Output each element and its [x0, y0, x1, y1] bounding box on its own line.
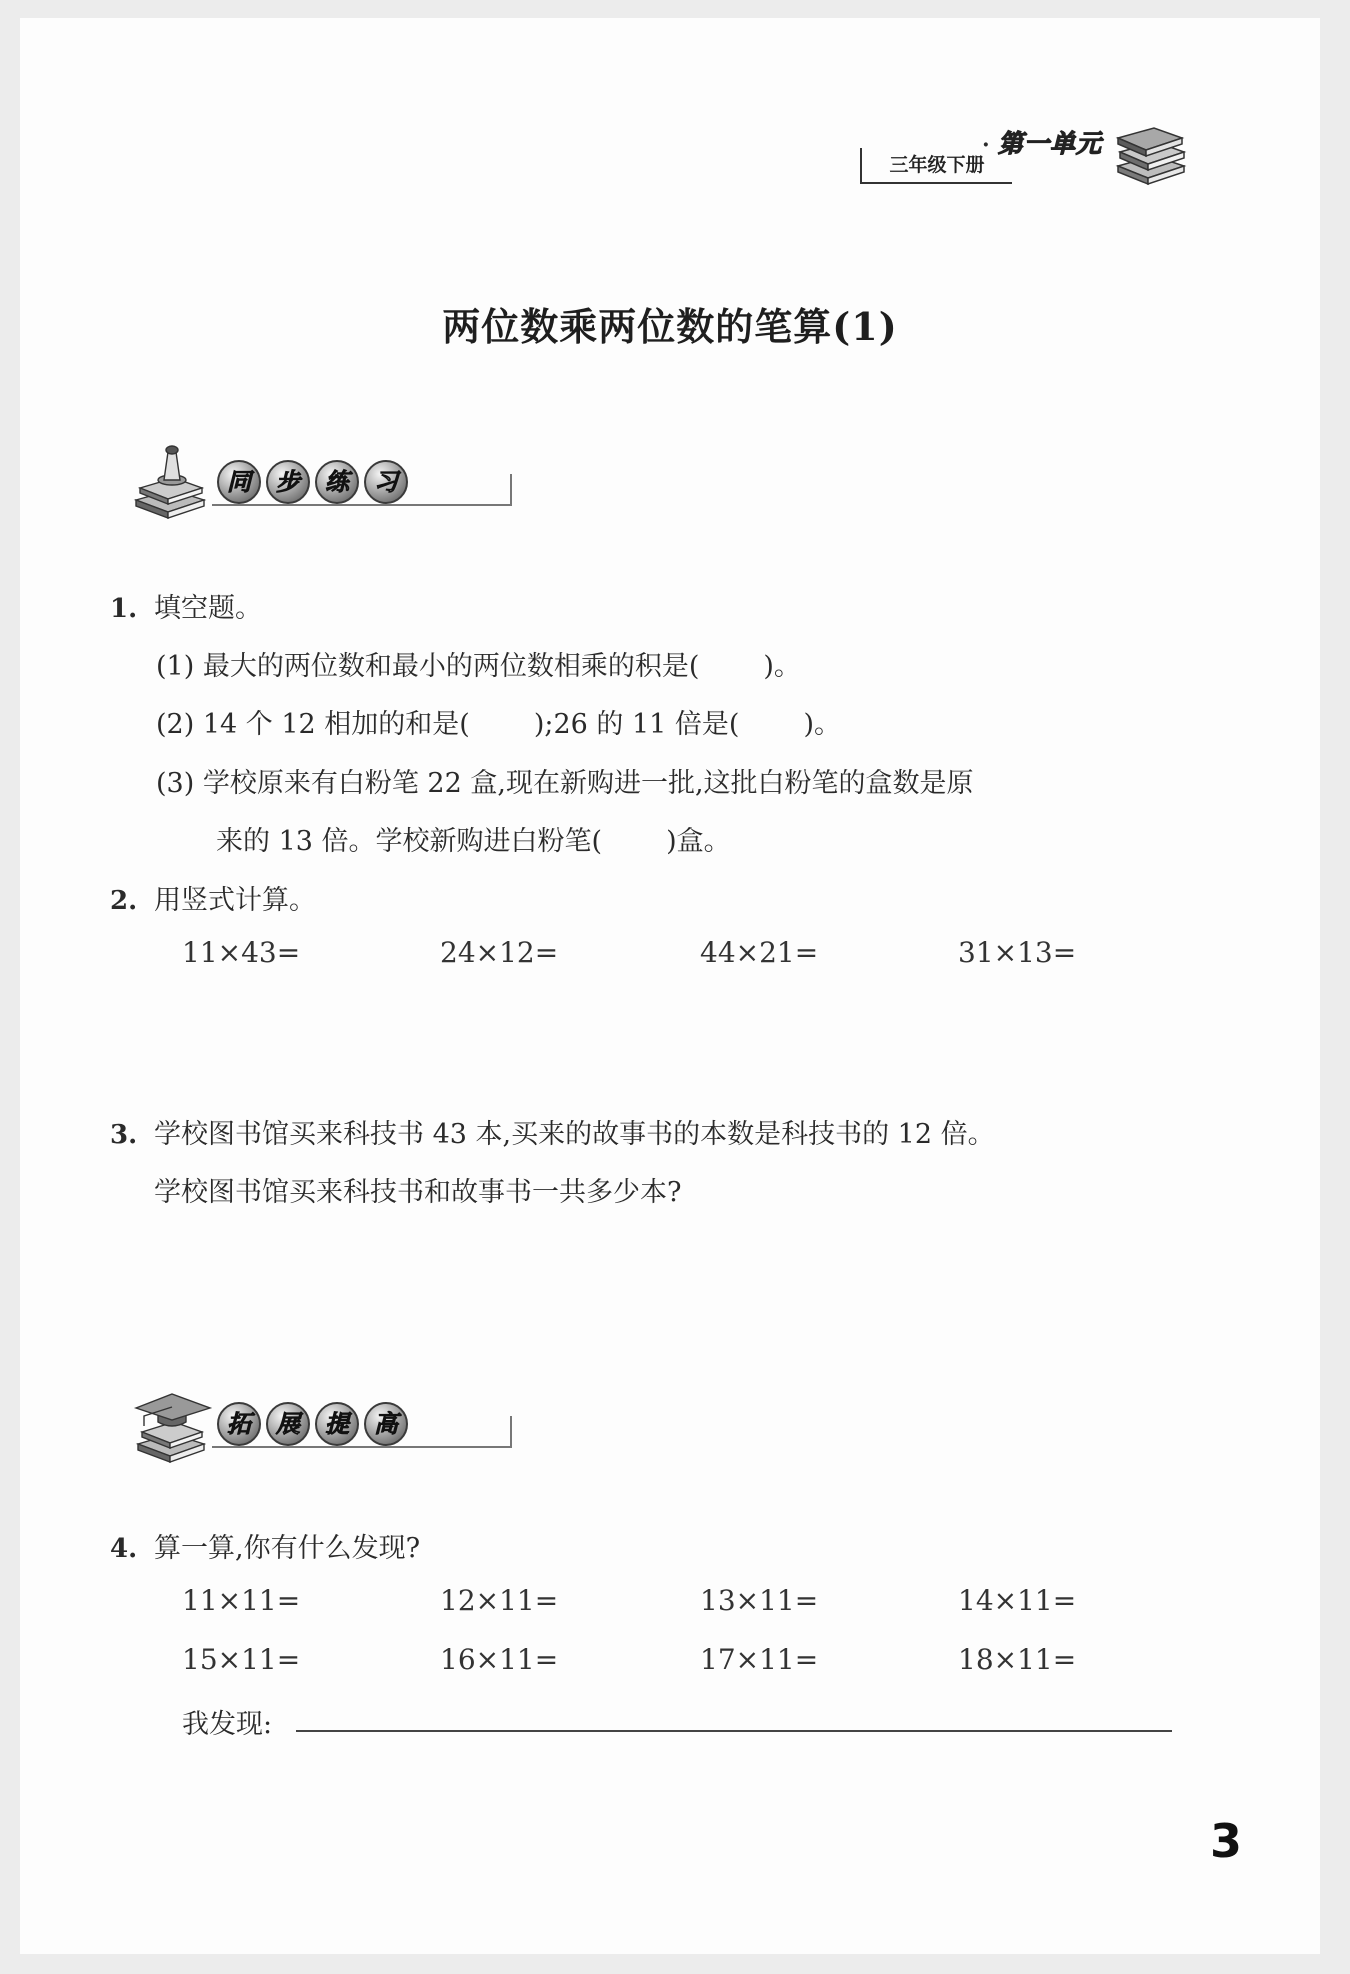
grade-label: 三年级下册 — [860, 148, 1012, 184]
grad-cap-books-icon — [132, 1380, 222, 1470]
q4-expression: 12×11= — [440, 1584, 559, 1617]
q4-expression: 16×11= — [440, 1643, 559, 1676]
question-4 — [110, 1526, 420, 1565]
item-text: 最大的两位数和最小的两位数相乘的积是( — [202, 651, 700, 682]
section-sync-practice — [132, 438, 532, 528]
section-underline — [212, 504, 512, 506]
badge-char: 练 — [315, 460, 359, 504]
badge-char: 提 — [315, 1402, 359, 1446]
section-extend-improve — [132, 1380, 532, 1470]
books-stack-icon — [1110, 110, 1190, 190]
finding-label: 我发现: — [182, 1709, 273, 1740]
item-label: (1) — [156, 651, 195, 682]
question-text: 学校图书馆买来科技书 43 本,买来的故事书的本数是科技书的 12 倍。 — [154, 1119, 995, 1150]
question-2 — [110, 878, 316, 917]
question-1 — [110, 586, 262, 625]
item-text: 来的 13 倍。学校新购进白粉笔( — [216, 826, 603, 857]
question-3-cont: 学校图书馆买来科技书和故事书一共多少本? — [154, 1177, 682, 1208]
q2-expression: 11×43= — [182, 936, 301, 969]
badge-char: 展 — [266, 1402, 310, 1446]
section-corner-line — [510, 1416, 512, 1448]
item-text: );26 的 11 倍是( — [533, 709, 740, 740]
q1-item-3 — [156, 761, 974, 800]
q2-expression: 31×13= — [958, 936, 1077, 969]
lamp-books-icon — [132, 438, 222, 528]
badge-char: 步 — [266, 460, 310, 504]
question-number: 4. — [110, 1534, 138, 1564]
finding-answer-line[interactable] — [296, 1730, 1172, 1732]
page-number: 3 — [1209, 1814, 1242, 1868]
item-text: 学校原来有白粉笔 22 盒,现在新购进一批,这批白粉笔的盒数是原 — [202, 768, 974, 799]
q2-expression: 44×21= — [700, 936, 819, 969]
q4-expression: 18×11= — [958, 1643, 1077, 1676]
item-label: (2) — [156, 709, 195, 740]
question-3 — [110, 1112, 995, 1151]
question-text: 填空题。 — [154, 593, 262, 624]
badge-char: 拓 — [217, 1402, 261, 1446]
q4-expression: 14×11= — [958, 1584, 1077, 1617]
section-underline — [212, 1446, 512, 1448]
q1-item-3-cont — [216, 819, 731, 858]
page-title: 两位数乘两位数的笔算(1) — [442, 304, 898, 349]
section-title-badges — [217, 1402, 413, 1448]
question-number: 2. — [110, 886, 138, 916]
question-number: 1. — [110, 594, 138, 624]
header-dot: · — [982, 132, 990, 158]
item-text: )盒。 — [666, 826, 731, 857]
item-text: 14 个 12 相加的和是( — [202, 709, 470, 740]
section-corner-line — [510, 474, 512, 506]
q4-expression: 15×11= — [182, 1643, 301, 1676]
badge-char: 高 — [364, 1402, 408, 1446]
q1-item-1 — [156, 644, 801, 683]
section-title-badges — [217, 460, 413, 506]
question-text: 用竖式计算。 — [154, 885, 316, 916]
q4-expression: 17×11= — [700, 1643, 819, 1676]
q4-expression: 11×11= — [182, 1584, 301, 1617]
page-header — [840, 98, 1210, 198]
q4-expression: 13×11= — [700, 1584, 819, 1617]
q2-expression: 24×12= — [440, 936, 559, 969]
item-text: )。 — [763, 651, 801, 682]
item-label: (3) — [156, 768, 195, 799]
q1-item-2 — [156, 702, 841, 741]
unit-label: 第一单元 — [998, 129, 1103, 158]
badge-char: 同 — [217, 460, 261, 504]
question-text: 算一算,你有什么发现? — [154, 1533, 421, 1564]
worksheet-page — [20, 18, 1320, 1954]
question-number: 3. — [110, 1120, 138, 1150]
badge-char: 习 — [364, 460, 408, 504]
item-text: )。 — [803, 709, 842, 740]
